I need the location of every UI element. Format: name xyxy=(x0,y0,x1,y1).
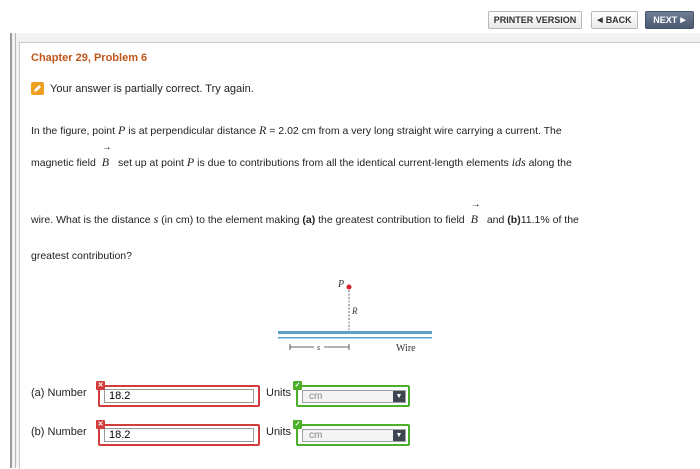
var-r: R xyxy=(259,123,267,137)
part-a-label: (a) xyxy=(302,214,316,226)
problem-text-line-2 xyxy=(31,142,572,170)
next-label: NEXT xyxy=(653,15,678,25)
var-s: s xyxy=(153,212,159,226)
point-p xyxy=(347,285,352,290)
pencil-icon xyxy=(31,82,44,95)
var-p: P xyxy=(186,155,195,169)
error-x-icon: ✕ xyxy=(97,382,104,389)
feedback-message xyxy=(31,82,254,95)
units-a-select[interactable] xyxy=(296,385,410,407)
answer-a-box xyxy=(98,385,260,407)
wire-figure xyxy=(278,272,438,365)
answer-a-label: (a) Number xyxy=(31,387,87,399)
answer-b-box xyxy=(98,424,260,446)
figure-p-label: P xyxy=(338,279,345,290)
frame-border xyxy=(10,33,12,468)
back-button[interactable] xyxy=(591,11,638,29)
printer-version-label: PRINTER VERSION xyxy=(493,15,577,25)
units-b-label: Units xyxy=(266,426,292,438)
var-p: P xyxy=(117,123,126,137)
printer-version-button[interactable] xyxy=(488,11,582,29)
answer-b-label: (b) Number xyxy=(31,426,87,438)
problem-text-line-1 xyxy=(31,123,562,138)
text: 11.1% of the xyxy=(520,214,579,226)
text: wire. What is the distance xyxy=(31,214,154,226)
page-title: Chapter 29, Problem 6 xyxy=(31,52,148,64)
next-button[interactable] xyxy=(645,11,694,29)
var-b: B xyxy=(470,212,478,226)
figure-s-label: s xyxy=(317,343,321,352)
text: is at perpendicular distance xyxy=(125,125,259,137)
text: is due to contributions from all the identical current-length elements xyxy=(194,157,512,169)
text: (in cm) to the element making xyxy=(158,214,303,226)
top-toolbar xyxy=(0,0,700,34)
wire-edge xyxy=(278,337,432,339)
figure-wire-label: Wire xyxy=(396,343,416,354)
problem-text-line-4: greatest contribution? xyxy=(31,250,132,262)
units-a-value: cm xyxy=(309,391,323,402)
chevron-right-icon: ▶ xyxy=(680,17,686,24)
units-b-select[interactable] xyxy=(296,424,410,446)
frame-border-inner xyxy=(15,33,16,468)
problem-text-line-3 xyxy=(31,199,579,227)
text: = 2.02 cm from a very long straight wire carrying a current. The xyxy=(266,125,562,137)
answer-a-input[interactable] xyxy=(104,389,254,403)
check-icon: ✓ xyxy=(294,421,301,428)
dropdown-arrow-icon[interactable]: ▼ xyxy=(393,391,405,402)
feedback-text: Your answer is partially correct. Try again. xyxy=(50,82,254,95)
units-b-value-box[interactable] xyxy=(302,429,406,442)
check-icon: ✓ xyxy=(294,382,301,389)
var-b: B xyxy=(101,155,110,169)
text: along the xyxy=(525,157,572,169)
wire xyxy=(278,331,432,334)
figure-r-label: R xyxy=(352,306,358,316)
units-a-value-box[interactable] xyxy=(302,390,406,403)
vector-b: → B xyxy=(470,199,481,226)
part-b-label: (b) xyxy=(507,214,521,226)
vector-b: → B xyxy=(101,142,112,169)
text: set up at point xyxy=(117,157,187,169)
units-a-label: Units xyxy=(266,387,292,399)
text: the greatest contribution to field xyxy=(315,214,465,226)
units-b-value: cm xyxy=(309,430,323,441)
text: In the figure, point xyxy=(31,125,118,137)
var-ids: ids xyxy=(511,155,526,169)
chevron-left-icon: ◀ xyxy=(597,17,603,24)
error-x-icon: ✕ xyxy=(97,421,104,428)
text: and xyxy=(486,214,508,226)
dropdown-arrow-icon[interactable]: ▼ xyxy=(393,430,405,441)
answer-b-input[interactable] xyxy=(104,428,254,442)
back-label: BACK xyxy=(605,15,632,25)
text: magnetic field xyxy=(31,157,96,169)
